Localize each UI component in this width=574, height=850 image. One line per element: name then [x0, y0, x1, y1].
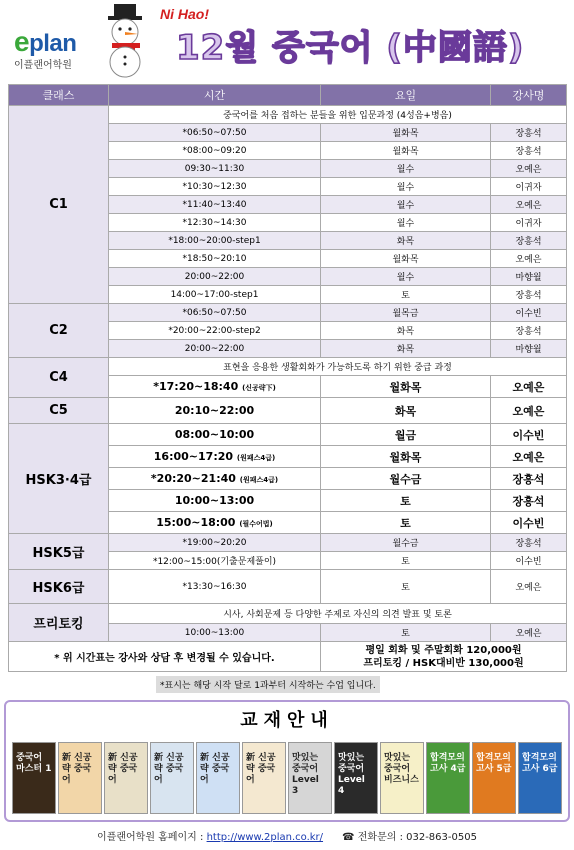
teacher-cell: 오예은 [491, 196, 567, 214]
class-label: C4 [9, 358, 109, 398]
days-cell: 월수 [321, 268, 491, 286]
teacher-cell: 장흥석 [491, 322, 567, 340]
days-cell: 월화목 [321, 124, 491, 142]
days-cell: 월수금 [321, 468, 491, 490]
days-cell: 화목 [321, 398, 491, 424]
textbook-label: 중국어 마스터 1 [16, 753, 52, 774]
page-title: 12월 중국어 (中國語) [176, 28, 525, 68]
snowman-illustration [96, 2, 156, 78]
textbook-cover [288, 742, 332, 814]
teacher-cell: 오예은 [491, 160, 567, 178]
class-label: 프리토킹 [9, 604, 109, 642]
time-cell: *12:30~14:30 [109, 214, 321, 232]
teacher-cell: 오예은 [491, 624, 567, 642]
table-footer-row [9, 642, 567, 672]
teacher-cell: 이귀자 [491, 214, 567, 232]
teacher-cell: 이수빈 [491, 424, 567, 446]
table-row [9, 106, 567, 124]
textbook-cover [12, 742, 56, 814]
teacher-cell: 장흥석 [491, 124, 567, 142]
column-header: 클래스 [9, 85, 109, 106]
textbook-label: 新 신공략 중국어 [154, 753, 184, 785]
textbook-cover [518, 742, 562, 814]
class-label: HSK3·4급 [9, 424, 109, 534]
teacher-cell: 마향월 [491, 340, 567, 358]
days-cell: 토 [321, 490, 491, 512]
course-description: 시사, 사회문제 등 다양한 주제로 자신의 의견 발표 및 토론 [109, 604, 567, 624]
time-cell: *12:00~15:00(기출문제풀이) [109, 552, 321, 570]
table-row [9, 358, 567, 376]
time-cell: *19:00~20:20 [109, 534, 321, 552]
time-cell: *18:50~20:10 [109, 250, 321, 268]
textbook-label: 新 신공략 중국어 [246, 753, 276, 785]
time-cell: *20:00~22:00-step2 [109, 322, 321, 340]
class-label: C2 [9, 304, 109, 358]
teacher-cell: 이수빈 [491, 552, 567, 570]
days-cell: 월수 [321, 178, 491, 196]
class-label: HSK6급 [9, 570, 109, 604]
days-cell: 화목 [321, 232, 491, 250]
days-cell: 토 [321, 570, 491, 604]
table-row [9, 424, 567, 446]
page-header [0, 0, 574, 80]
homepage-label: 이플랜어학원 홈페이지 : [97, 832, 204, 843]
textbook-label: 맛있는 중국어 Level 3 [292, 753, 319, 796]
time-cell: 16:00~17:20 (원패스4급) [109, 446, 321, 468]
time-note: (원패스4급) [236, 454, 276, 462]
time-cell: 10:00~13:00 [109, 490, 321, 512]
days-cell: 월수 [321, 214, 491, 232]
teacher-cell: 마향월 [491, 268, 567, 286]
teacher-cell: 장흥석 [491, 286, 567, 304]
teacher-cell: 장흥석 [491, 142, 567, 160]
days-cell: 토 [321, 286, 491, 304]
textbook-label: 新 신공략 중국어 [200, 753, 230, 785]
asterisk-remark: *표시는 해당 시작 달로 1과부터 시작하는 수업 입니다. [156, 676, 380, 693]
time-cell: 14:00~17:00-step1 [109, 286, 321, 304]
textbook-cover [196, 742, 240, 814]
textbook-cover [150, 742, 194, 814]
teacher-cell: 오예은 [491, 376, 567, 398]
textbook-title: 교재안내 [240, 710, 334, 731]
teacher-cell: 이수빈 [491, 304, 567, 322]
textbook-label: 합격모의고사 6급 [522, 753, 558, 774]
time-cell: 09:30~11:30 [109, 160, 321, 178]
homepage-link[interactable]: http://www.2plan.co.kr/ [206, 832, 324, 843]
price-line: 평일 회화 및 주말회화 120,000원 [365, 644, 522, 656]
time-note: (원패스4급) [239, 476, 279, 484]
teacher-cell: 장흥석 [491, 534, 567, 552]
days-cell: 월화목 [321, 142, 491, 160]
teacher-cell: 이귀자 [491, 178, 567, 196]
textbook-cover [104, 742, 148, 814]
course-description: 표현을 응용한 생활회화가 가능하도록 하기 위한 중급 과정 [109, 358, 567, 376]
logo-wordmark: eplan [14, 26, 77, 57]
table-header-row [9, 85, 567, 106]
textbook-label: 新 신공략 중국어 [62, 753, 92, 785]
time-cell: 10:00~13:00 [109, 624, 321, 642]
table-row [9, 534, 567, 552]
time-note: (신공략下) [242, 384, 276, 392]
days-cell: 토 [321, 624, 491, 642]
class-label: HSK5급 [9, 534, 109, 570]
textbook-label: 맛있는 중국어 Level 4 [338, 753, 365, 796]
textbook-cover [426, 742, 470, 814]
class-label: C1 [9, 106, 109, 304]
time-cell: 20:00~22:00 [109, 340, 321, 358]
time-cell: *18:00~20:00-step1 [109, 232, 321, 250]
days-cell: 월수 [321, 196, 491, 214]
time-cell: *10:30~12:30 [109, 178, 321, 196]
tuition-prices [321, 642, 567, 672]
schedule-footnote: * 위 시간표는 강사와 상담 후 변경될 수 있습니다. [9, 642, 321, 672]
days-cell: 월수금 [321, 534, 491, 552]
column-header: 요일 [321, 85, 491, 106]
table-row [9, 304, 567, 322]
textbook-cover [380, 742, 424, 814]
days-cell: 월화목 [321, 376, 491, 398]
phone-contact: ☎ 전화문의 : 032-863-0505 [342, 832, 477, 843]
column-header: 시간 [109, 85, 321, 106]
days-cell: 월수 [321, 160, 491, 178]
days-cell: 토 [321, 552, 491, 570]
teacher-cell: 오예은 [491, 570, 567, 604]
teacher-cell: 이수빈 [491, 512, 567, 534]
textbook-cover [58, 742, 102, 814]
days-cell: 월목금 [321, 304, 491, 322]
table-row [9, 570, 567, 604]
days-cell: 화목 [321, 340, 491, 358]
time-cell: *11:40~13:40 [109, 196, 321, 214]
teacher-cell: 오예은 [491, 446, 567, 468]
time-cell: *20:20~21:40 (원패스4급) [109, 468, 321, 490]
days-cell: 월화목 [321, 250, 491, 268]
textbook-label: 新 신공략 중국어 [108, 753, 138, 785]
column-header: 강사명 [491, 85, 567, 106]
time-cell: 20:10~22:00 [109, 398, 321, 424]
schedule-table [8, 84, 567, 672]
days-cell: 월화목 [321, 446, 491, 468]
time-cell: 15:00~18:00 (필수어법) [109, 512, 321, 534]
time-cell: 20:00~22:00 [109, 268, 321, 286]
greeting-text: Ni Hao! [160, 6, 209, 22]
teacher-cell: 오예은 [491, 250, 567, 268]
time-cell: 08:00~10:00 [109, 424, 321, 446]
textbook-cover [242, 742, 286, 814]
days-cell: 월금 [321, 424, 491, 446]
table-row [9, 604, 567, 624]
textbook-panel [4, 700, 570, 822]
textbook-label: 합격모의고사 5급 [476, 753, 512, 774]
days-cell: 토 [321, 512, 491, 534]
time-cell: *08:00~09:20 [109, 142, 321, 160]
textbook-cover [334, 742, 378, 814]
class-label: C5 [9, 398, 109, 424]
teacher-cell: 장흥석 [491, 490, 567, 512]
teacher-cell: 장흥석 [491, 468, 567, 490]
teacher-cell: 장흥석 [491, 232, 567, 250]
price-line: 프리토킹 / HSK대비반 130,000원 [363, 657, 524, 669]
page-footer [0, 828, 574, 843]
time-cell: *13:30~16:30 [109, 570, 321, 604]
time-cell: *17:20~18:40 (신공략下) [109, 376, 321, 398]
table-row [9, 398, 567, 424]
textbook-label: 맛있는 중국어 비즈니스 [384, 753, 419, 785]
days-cell: 화목 [321, 322, 491, 340]
textbook-cover [472, 742, 516, 814]
time-cell: *06:50~07:50 [109, 304, 321, 322]
time-cell: *06:50~07:50 [109, 124, 321, 142]
logo-subtitle: 이플랜어학원 [14, 60, 72, 71]
eplan-logo [6, 8, 90, 70]
teacher-cell: 오예은 [491, 398, 567, 424]
textbook-label: 합격모의고사 4급 [430, 753, 466, 774]
course-description: 중국어를 처음 접하는 분들을 위한 입문과정 (4성음+병음) [109, 106, 567, 124]
time-note: (필수어법) [239, 520, 273, 528]
